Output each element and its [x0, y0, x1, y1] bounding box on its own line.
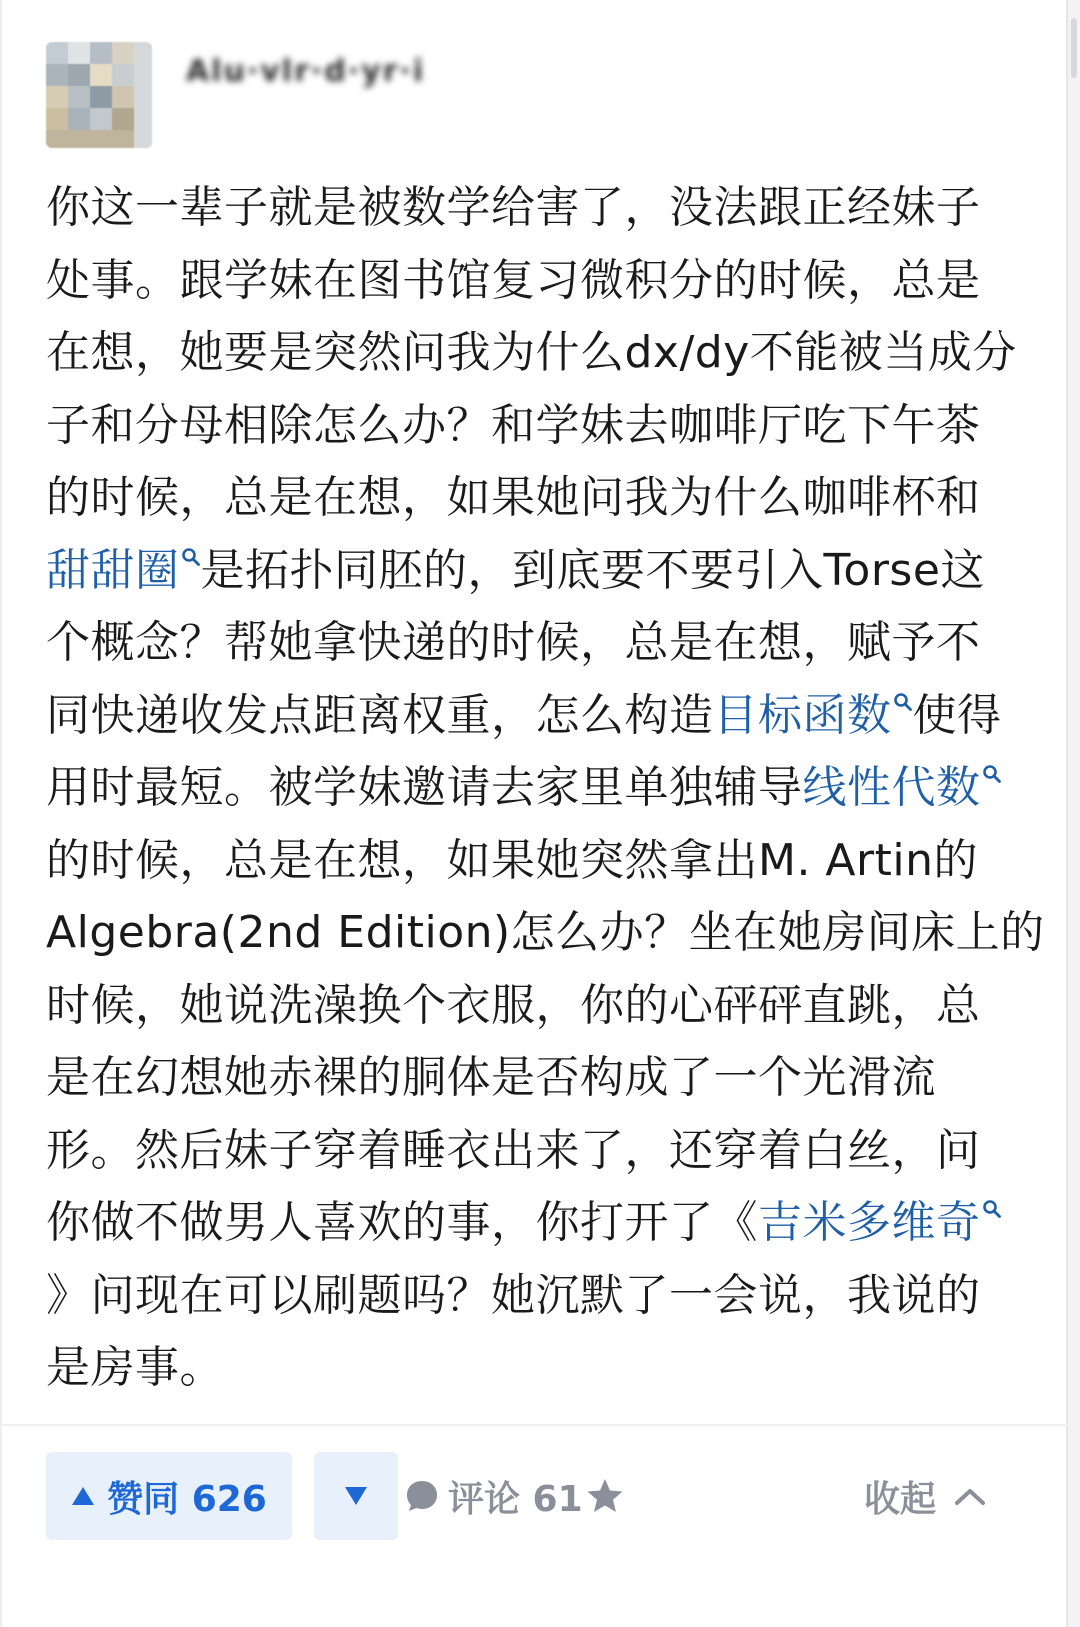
keyword-link[interactable]: 吉米多维奇: [758, 1197, 981, 1248]
answer-text: 使得: [912, 689, 1002, 741]
collapse-button[interactable]: [864, 1452, 986, 1540]
search-icon[interactable]: [982, 764, 1002, 784]
comment-bubble-icon: [404, 1478, 440, 1514]
avatar-pixel: [68, 42, 90, 64]
answer-line: [46, 245, 1046, 318]
comment-button[interactable]: [404, 1452, 625, 1540]
divider: [2, 1424, 1068, 1426]
keyword-link[interactable]: 线性代数: [802, 762, 981, 813]
answer-line: [46, 1187, 1046, 1260]
keyword-link[interactable]: 甜甜圈: [46, 544, 180, 596]
avatar-pixel: [68, 64, 90, 86]
answer-text: 个概念？帮她拿快递的时候，总是在想，赋予不: [46, 617, 981, 668]
vote-up-button[interactable]: [46, 1452, 292, 1540]
avatar-pixel: [46, 108, 68, 130]
avatar-pixel: [90, 64, 112, 86]
scrollbar-thumb[interactable]: [1071, 18, 1077, 78]
triangle-down-icon: [344, 1486, 368, 1506]
avatar-pixel: [68, 86, 90, 108]
triangle-up-icon: [71, 1486, 95, 1506]
answer-text: 你做不做男人喜欢的事，你打开了《: [46, 1197, 758, 1248]
comment-label: 评论 61: [448, 1478, 583, 1520]
answer-text: 的时候，总是在想，如果她问我为什么咖啡杯和: [46, 472, 981, 523]
avatar-pixel: [134, 42, 152, 148]
answer-text: 形。然后妹子穿着睡衣出来了，还穿着白丝，问: [46, 1124, 981, 1176]
avatar-pixel: [46, 86, 68, 108]
answer-text: 》问现在可以刷题吗？她沉默了一会说，我说的: [46, 1269, 981, 1321]
answer-line: [46, 1260, 1046, 1333]
answer-text: 是房事。: [46, 1342, 224, 1393]
search-icon[interactable]: [181, 547, 201, 567]
answer-line: [46, 970, 1046, 1043]
vote-up-label: 赞同 626: [107, 1478, 267, 1520]
answer-text: 在想，她要是突然问我为什么dx/dy不能被当成分: [46, 327, 1017, 378]
answer-header: [46, 42, 1026, 148]
answer-line: [46, 1042, 1046, 1115]
keyword-link[interactable]: 目标函数: [713, 689, 892, 741]
answer-text: 你这一辈子就是被数学给害了，没法跟正经妹子: [46, 182, 981, 233]
answer-line: [46, 1115, 1046, 1188]
search-icon[interactable]: [893, 692, 913, 712]
answer-text: 时候，她说洗澡换个衣服，你的心砰砰直跳，总: [46, 979, 981, 1031]
avatar-pixel: [46, 130, 134, 148]
answer-line: [46, 680, 1046, 753]
answer-line: [46, 317, 1046, 390]
avatar[interactable]: [46, 42, 152, 148]
answer-line: [46, 390, 1046, 463]
answer-line: [46, 1332, 1046, 1405]
avatar-pixel: [46, 42, 68, 64]
collapse-label: 收起: [863, 1478, 936, 1520]
answer-line: [46, 825, 1046, 898]
vote-down-button[interactable]: [314, 1452, 398, 1540]
avatar-pixel: [90, 86, 112, 108]
answer-line: [46, 535, 1046, 608]
author-name[interactable]: Alu·vlr·d·yr·i: [186, 54, 426, 89]
avatar-pixel: [112, 42, 134, 64]
answer-text: 用时最短。被学妹邀请去家里单独辅导: [46, 762, 803, 813]
search-icon[interactable]: [982, 1199, 1002, 1219]
answer-text: 同快递收发点距离权重，怎么构造: [46, 689, 714, 741]
scrollbar[interactable]: [1068, 0, 1080, 1627]
answer-line: [46, 897, 1046, 970]
answer-text: 是在幻想她赤裸的胴体是否构成了一个光滑流: [46, 1052, 936, 1103]
avatar-pixel: [112, 86, 134, 108]
answer-line: [46, 752, 1046, 825]
avatar-pixel: [90, 108, 112, 130]
answer-text: 子和分母相除怎么办？和学妹去咖啡厅吃下午茶: [46, 399, 981, 451]
avatar-pixel: [90, 42, 112, 64]
avatar-pixel: [112, 108, 134, 130]
avatar-pixel: [68, 108, 90, 130]
answer-line: [46, 462, 1046, 535]
avatar-pixel: [46, 64, 68, 86]
answer-content: [46, 172, 1046, 1405]
answer-text: Algebra(2nd Edition)怎么办？坐在她房间床上的: [46, 907, 1045, 958]
avatar-pixel: [112, 64, 134, 86]
answer-line: [46, 607, 1046, 680]
answer-text: 的时候，总是在想，如果她突然拿出M. Artin的: [46, 834, 978, 886]
chevron-up-icon: [954, 1486, 986, 1506]
answer-text: 处事。跟学妹在图书馆复习微积分的时候，总是: [46, 254, 981, 306]
answer-text: 是拓扑同胚的，到底要不要引入Torse这: [200, 544, 985, 596]
answer-line: [46, 172, 1046, 245]
star-icon[interactable]: [585, 1476, 625, 1516]
action-bar: [46, 1452, 1026, 1540]
